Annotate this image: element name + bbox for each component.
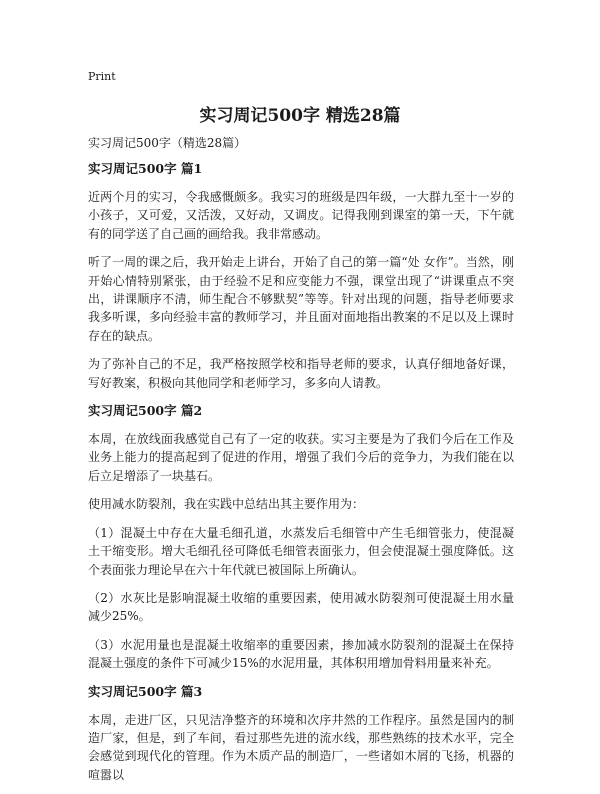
paragraph: （3）水泥用量也是混凝土收缩率的重要因素，掺加减水防裂剂的混凝土在保持混凝土强度的条件下可减少15%的水泥用量，其体积用增加骨料用量来补充。	[88, 637, 514, 671]
paragraph: 本周，在放线面我感觉自己有了一定的收获。实习主要是为了我们今后在工作及业务上能力的提高起到了促进的作用，增强了我们今后的竞争力，为我们能在以后立足增添了一块基石。	[88, 432, 514, 483]
section-heading: 实习周记500字 篇2	[88, 403, 203, 419]
paragraph: 听了一周的课之后，我开始走上讲台，开始了自己的第一篇“处 女作”。当然，刚开始心情特别紧张，由于经验不足和应变能力不强，课堂出现了“讲课重点不突出，讲课顺序不清，师生配合不够默契”等等。针对出现的问题，指导老师要求我多听课，多向经验丰富的教师学习，并且面对面地指出教案的不足以及上课时存在的缺点。	[88, 255, 514, 343]
section-3	[88, 683, 514, 785]
paragraph: 为了弥补自己的不足，我严格按照学校和指导老师的要求，认真仔细地备好课，写好教案，积极向其他同学和老师学习，多多向人请教。	[88, 357, 514, 390]
paragraph: 使用减水防裂剂，我在实践中总结出其主要作用为：	[88, 497, 365, 512]
print-label: Print	[88, 70, 116, 83]
page-title: 实习周记500字 精选28篇	[199, 106, 401, 126]
paragraph: （1）混凝土中存在大量毛细孔道，水蒸发后毛细管中产生毛细管张力，使混凝土干缩变形。增大毛细孔径可降低毛细管表面张力，但会使混凝土强度降低。这个表面张力理论早在六十年代就已被国际上所确认。	[88, 525, 514, 577]
section-heading: 实习周记500字 篇3	[88, 683, 203, 699]
section-heading: 实习周记500字 篇1	[88, 161, 203, 176]
paragraph: 本周，走进厂区，只见洁净整齐的环境和次序井然的工作程序。虽然是国内的制造厂家，但是，到了车间，看过那些先进的流水线，那些熟练的技术水平，完全会感觉到现代化的管理。作为木质产品的制造厂，一些诸如木屑的飞扬，机器的喧嚣以	[88, 712, 514, 782]
section-1	[88, 160, 514, 392]
section-2	[88, 402, 514, 672]
intro-text: 实习周记500字（精选28篇）	[88, 136, 247, 150]
paragraph: （2）水灰比是影响混凝土收缩的重要因素，使用减水防裂剂可使混凝土用水量减少25%。	[88, 590, 514, 624]
paragraph: 近两个月的实习，令我感慨颇多。我实习的班级是四年级，一大群九至十一岁的小孩子，又可爱，又活泼，又好动，又调皮。记得我刚到课室的第一天，下午就有的同学送了自己画的画给我。我非常感动。	[88, 190, 514, 241]
article-body	[88, 160, 514, 794]
